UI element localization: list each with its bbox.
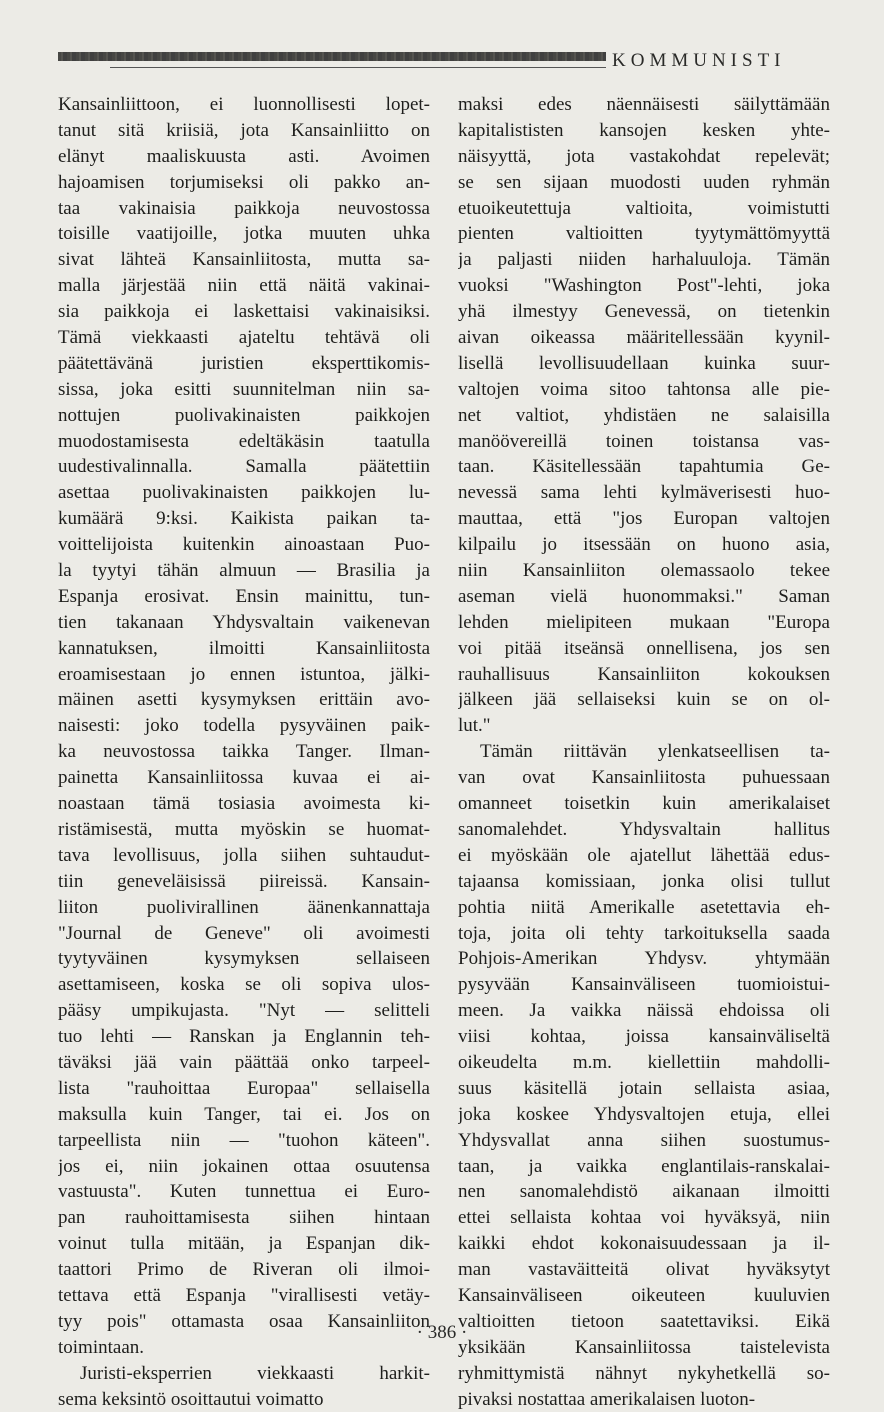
text-line: lisellä levollisuudellaan kuinka suur- — [458, 352, 830, 374]
text-line: päätettävänä juristien eksperttikomis- — [58, 352, 430, 374]
text-line: tyy pois" ottamasta osaa Kansainliiton — [58, 1310, 430, 1332]
text-line: ettei sellaista kohtaa voi hyväksyä, niin — [458, 1207, 830, 1229]
text-line: hajoamisen torjumiseksi oli pakko an- — [58, 171, 430, 193]
text-line: lehden mielipiteen mukaan "Europa — [458, 611, 830, 633]
text-line: taan. Käsitellessään tapahtumia Ge- — [458, 456, 830, 478]
text-line: "Journal de Geneve" oli avoimesti — [58, 922, 430, 944]
text-line: sivat lähteä Kansainliitosta, mutta sa- — [58, 249, 430, 271]
text-line: kaikki ehdot kokonaisuudessaan ja il- — [458, 1233, 830, 1255]
text-line: Espanja erosivat. Ensin mainittu, tun- — [58, 585, 430, 607]
text-line: oikeudelta m.m. kiellettiin mahdolli- — [458, 1051, 830, 1073]
text-line: tien takanaan Yhdysvaltain vaikenevan — [58, 611, 430, 633]
text-line: pääsy umpikujasta. "Nyt — selitteli — [58, 1000, 430, 1022]
text-line: pienten valtioitten tyytymättömyyttä — [458, 223, 830, 245]
text-line: ei myöskään ole ajatellut lähettää edus- — [458, 844, 830, 866]
text-line: Juristi-eksperrien viekkaasti harkit- — [80, 1362, 430, 1384]
text-line: malla järjestää niin että näitä vakinai- — [58, 275, 430, 297]
text-line: valtioitten tietoon saatettaviksi. Eikä — [458, 1310, 830, 1332]
text-line: uudestivalinnalla. Samalla päätettiin — [58, 456, 430, 478]
text-line: maksulla kuin Tanger, tai ei. Jos on — [58, 1103, 430, 1125]
text-line: tettava että Espanja "virallisesti vetäy- — [58, 1284, 430, 1306]
text-line: sema keksintö osoittautui voimatto — [58, 1388, 324, 1410]
text-line: nen sanomalehdistö aikanaan ilmoitti — [458, 1181, 830, 1203]
text-line: yhä ilmestyy Genevessä, on tietenkin — [458, 301, 830, 323]
text-line: tava levollisuus, jolla siihen suhtaudut- — [58, 844, 430, 866]
text-line: Pohjois-Amerikan Yhdysv. yhtymään — [458, 948, 830, 970]
text-line: liiton puolivirallinen äänenkannattaja — [58, 896, 430, 918]
text-line: asettaa puolivakinaisten paikkojen lu- — [58, 482, 430, 504]
text-line: kapitalististen kansojen kesken yhte- — [458, 119, 830, 141]
text-line: tarpeellista niin — "tuohon käteen". — [58, 1129, 430, 1151]
text-line: tiin geneveläisissä piireissä. Kansain- — [58, 870, 430, 892]
text-line: painetta Kansainliitossa kuvaa ei ai- — [58, 767, 430, 789]
text-line: vuoksi "Washington Post"-lehti, joka — [458, 275, 830, 297]
page-number: · 386 · — [416, 1322, 468, 1343]
text-line: manöövereillä toinen toistansa vas- — [458, 430, 830, 452]
text-line: sia paikkoja ei laskettaisi vakinaisiksi. — [58, 301, 430, 323]
text-line: pivaksi nostattaa amerikalaisen luoton- — [458, 1388, 756, 1410]
text-line: toisille vaatijoille, jotka muuten uhka — [58, 223, 430, 245]
text-line: sanomalehdet. Yhdysvaltain hallitus — [458, 818, 830, 840]
text-line: yksikään Kansainliitossa taistelevista — [458, 1336, 830, 1358]
text-line: etuoikeutettuja valtioita, voimistutti — [458, 197, 830, 219]
text-line: tyytyväinen kysymyksen sellaiseen — [58, 948, 430, 970]
text-line: kannatuksen, ilmoitti Kansainliitosta — [58, 637, 430, 659]
header-thin-rule — [110, 67, 606, 68]
text-line: viisi kohtaa, joissa kansainväliseltä — [458, 1026, 830, 1048]
text-line: niin Kansainliiton olemassaolo tekee — [458, 560, 830, 582]
text-line: valtojen voima sitoo tahtonsa alle pie- — [458, 378, 830, 400]
text-line: suus käsitellä jotain sellaista asiaa, — [458, 1077, 830, 1099]
text-line: mäinen asetti kysymyksen erittäin avo- — [58, 689, 430, 711]
text-line: voinut tulla mitään, ja Espanjan dik- — [58, 1233, 430, 1255]
text-line: toimintaan. — [58, 1336, 145, 1358]
text-line: Kansainväliseen oikeuteen kuuluvien — [458, 1284, 830, 1306]
text-line: aivan oikeassa määritellessään kyynil- — [458, 327, 830, 349]
text-line: jos ei, niin jokainen ottaa osuutensa — [58, 1155, 430, 1177]
text-line: Yhdysvallat anna siihen suostumus- — [458, 1129, 830, 1151]
text-line: se sen sijaan muodosti uuden ryhmän — [458, 171, 830, 193]
text-line: man vastaväitteitä olivat hyväksytyt — [458, 1259, 830, 1281]
text-line: Tämän riittävän ylenkatseellisen ta- — [480, 741, 830, 763]
text-line: omanneet toisetkin kuin amerikalaiset — [458, 793, 830, 815]
text-line: taa vakinaisia paikkoja neuvostossa — [58, 197, 430, 219]
text-line: ka neuvostossa taikka Tanger. Ilman- — [58, 741, 430, 763]
text-line: Tämä viekkaasti ajateltu tehtävä oli — [58, 327, 430, 349]
text-line: van ovat Kansainliitosta puhuessaan — [458, 767, 830, 789]
text-line: meen. Ja vaikka näissä ehdoissa oli — [458, 1000, 830, 1022]
text-line: Kansainliittoon, ei luonnollisesti lopet- — [58, 94, 430, 115]
text-line: joka koskee Yhdysvaltojen etuja, ellei — [458, 1103, 830, 1125]
text-line: eroamisestaan jo ennen istuntoa, jälki- — [58, 663, 430, 685]
text-line: mauttaa, että "jos Europan valtojen — [458, 508, 830, 530]
text-line: näisyyttä, jota vastakohdat repelevät; — [458, 145, 830, 167]
text-line: toja, joita oli tehty tarkoituksella saada — [458, 922, 830, 944]
text-line: tanut sitä kriisiä, jota Kansainliitto on — [58, 119, 430, 141]
text-line: voi pitää itseänsä onnellisena, jos sen — [458, 637, 830, 659]
text-line: jälkeen jää sellaiseksi kuin se on ol- — [458, 689, 830, 711]
text-line: lista "rauhoittaa Europaa" sellaisella — [58, 1077, 430, 1099]
text-line: kumäärä 9:ksi. Kaikista paikan ta- — [58, 508, 430, 530]
text-line: tuo lehti — Ranskan ja Englannin teh- — [58, 1026, 430, 1048]
header-ornamental-rule — [58, 52, 606, 61]
text-line: ja paljasti niiden harhaluuloja. Tämän — [458, 249, 830, 271]
text-line: voittelijoista kuitenkin ainoastaan Puo- — [58, 534, 430, 556]
text-line: elänyt maaliskuusta asti. Avoimen — [58, 145, 430, 167]
text-line: net valtiot, yhdistäen ne salaisilla — [458, 404, 830, 426]
text-line: la tyytyi tähän almuun — Brasilia ja — [58, 560, 430, 582]
text-line: aseman vielä huonommaksi." Saman — [458, 585, 830, 607]
text-line: nottujen puolivakinaisten paikkojen — [58, 404, 430, 426]
text-line: täväksi jää vain päättää onko tarpeel- — [58, 1051, 430, 1073]
running-head: KOMMUNISTI — [612, 50, 786, 71]
text-line: asettamiseen, koska se oli sopiva ulos- — [58, 974, 430, 996]
text-line: tajaansa komissiaan, jonka olisi tullut — [458, 870, 830, 892]
text-line: pan rauhoittamisesta siihen hintaan — [58, 1207, 430, 1229]
text-line: noastaan tämä tosiasia avoimesta ki- — [58, 793, 430, 815]
text-line: rauhallisuus Kansainliiton kokouksen — [458, 663, 830, 685]
text-line: maksi edes näennäisesti säilyttämään — [458, 94, 830, 115]
text-line: nevessä sama lehti kylmäverisesti huo- — [458, 482, 830, 504]
text-line: taattori Primo de Riveran oli ilmoi- — [58, 1259, 430, 1281]
text-line: pohtia niitä Amerikalle asetettavia eh- — [458, 896, 830, 918]
text-line: kilpailu jo itsessään on huono asia, — [458, 534, 830, 556]
text-line: naisesti: joko todella pysyväinen paik- — [58, 715, 430, 737]
text-line: ristämisestä, mutta myöskin se huomat- — [58, 818, 430, 840]
text-line: taan, ja vaikka englantilais-ranskalai- — [458, 1155, 830, 1177]
right-text-column — [458, 92, 830, 1412]
text-line: lut." — [458, 715, 491, 737]
text-line: ryhmittymistä nähnyt nykyhetkellä so- — [458, 1362, 830, 1384]
text-line: pysyvään Kansainväliseen tuomioistui- — [458, 974, 830, 996]
text-line: muodostamisesta edeltäkäsin taatulla — [58, 430, 430, 452]
text-line: vastuusta". Kuten tunnettua ei Euro- — [58, 1181, 430, 1203]
left-text-column — [58, 92, 430, 1412]
text-line: sissa, joka esitti suunnitelman niin sa- — [58, 378, 430, 400]
